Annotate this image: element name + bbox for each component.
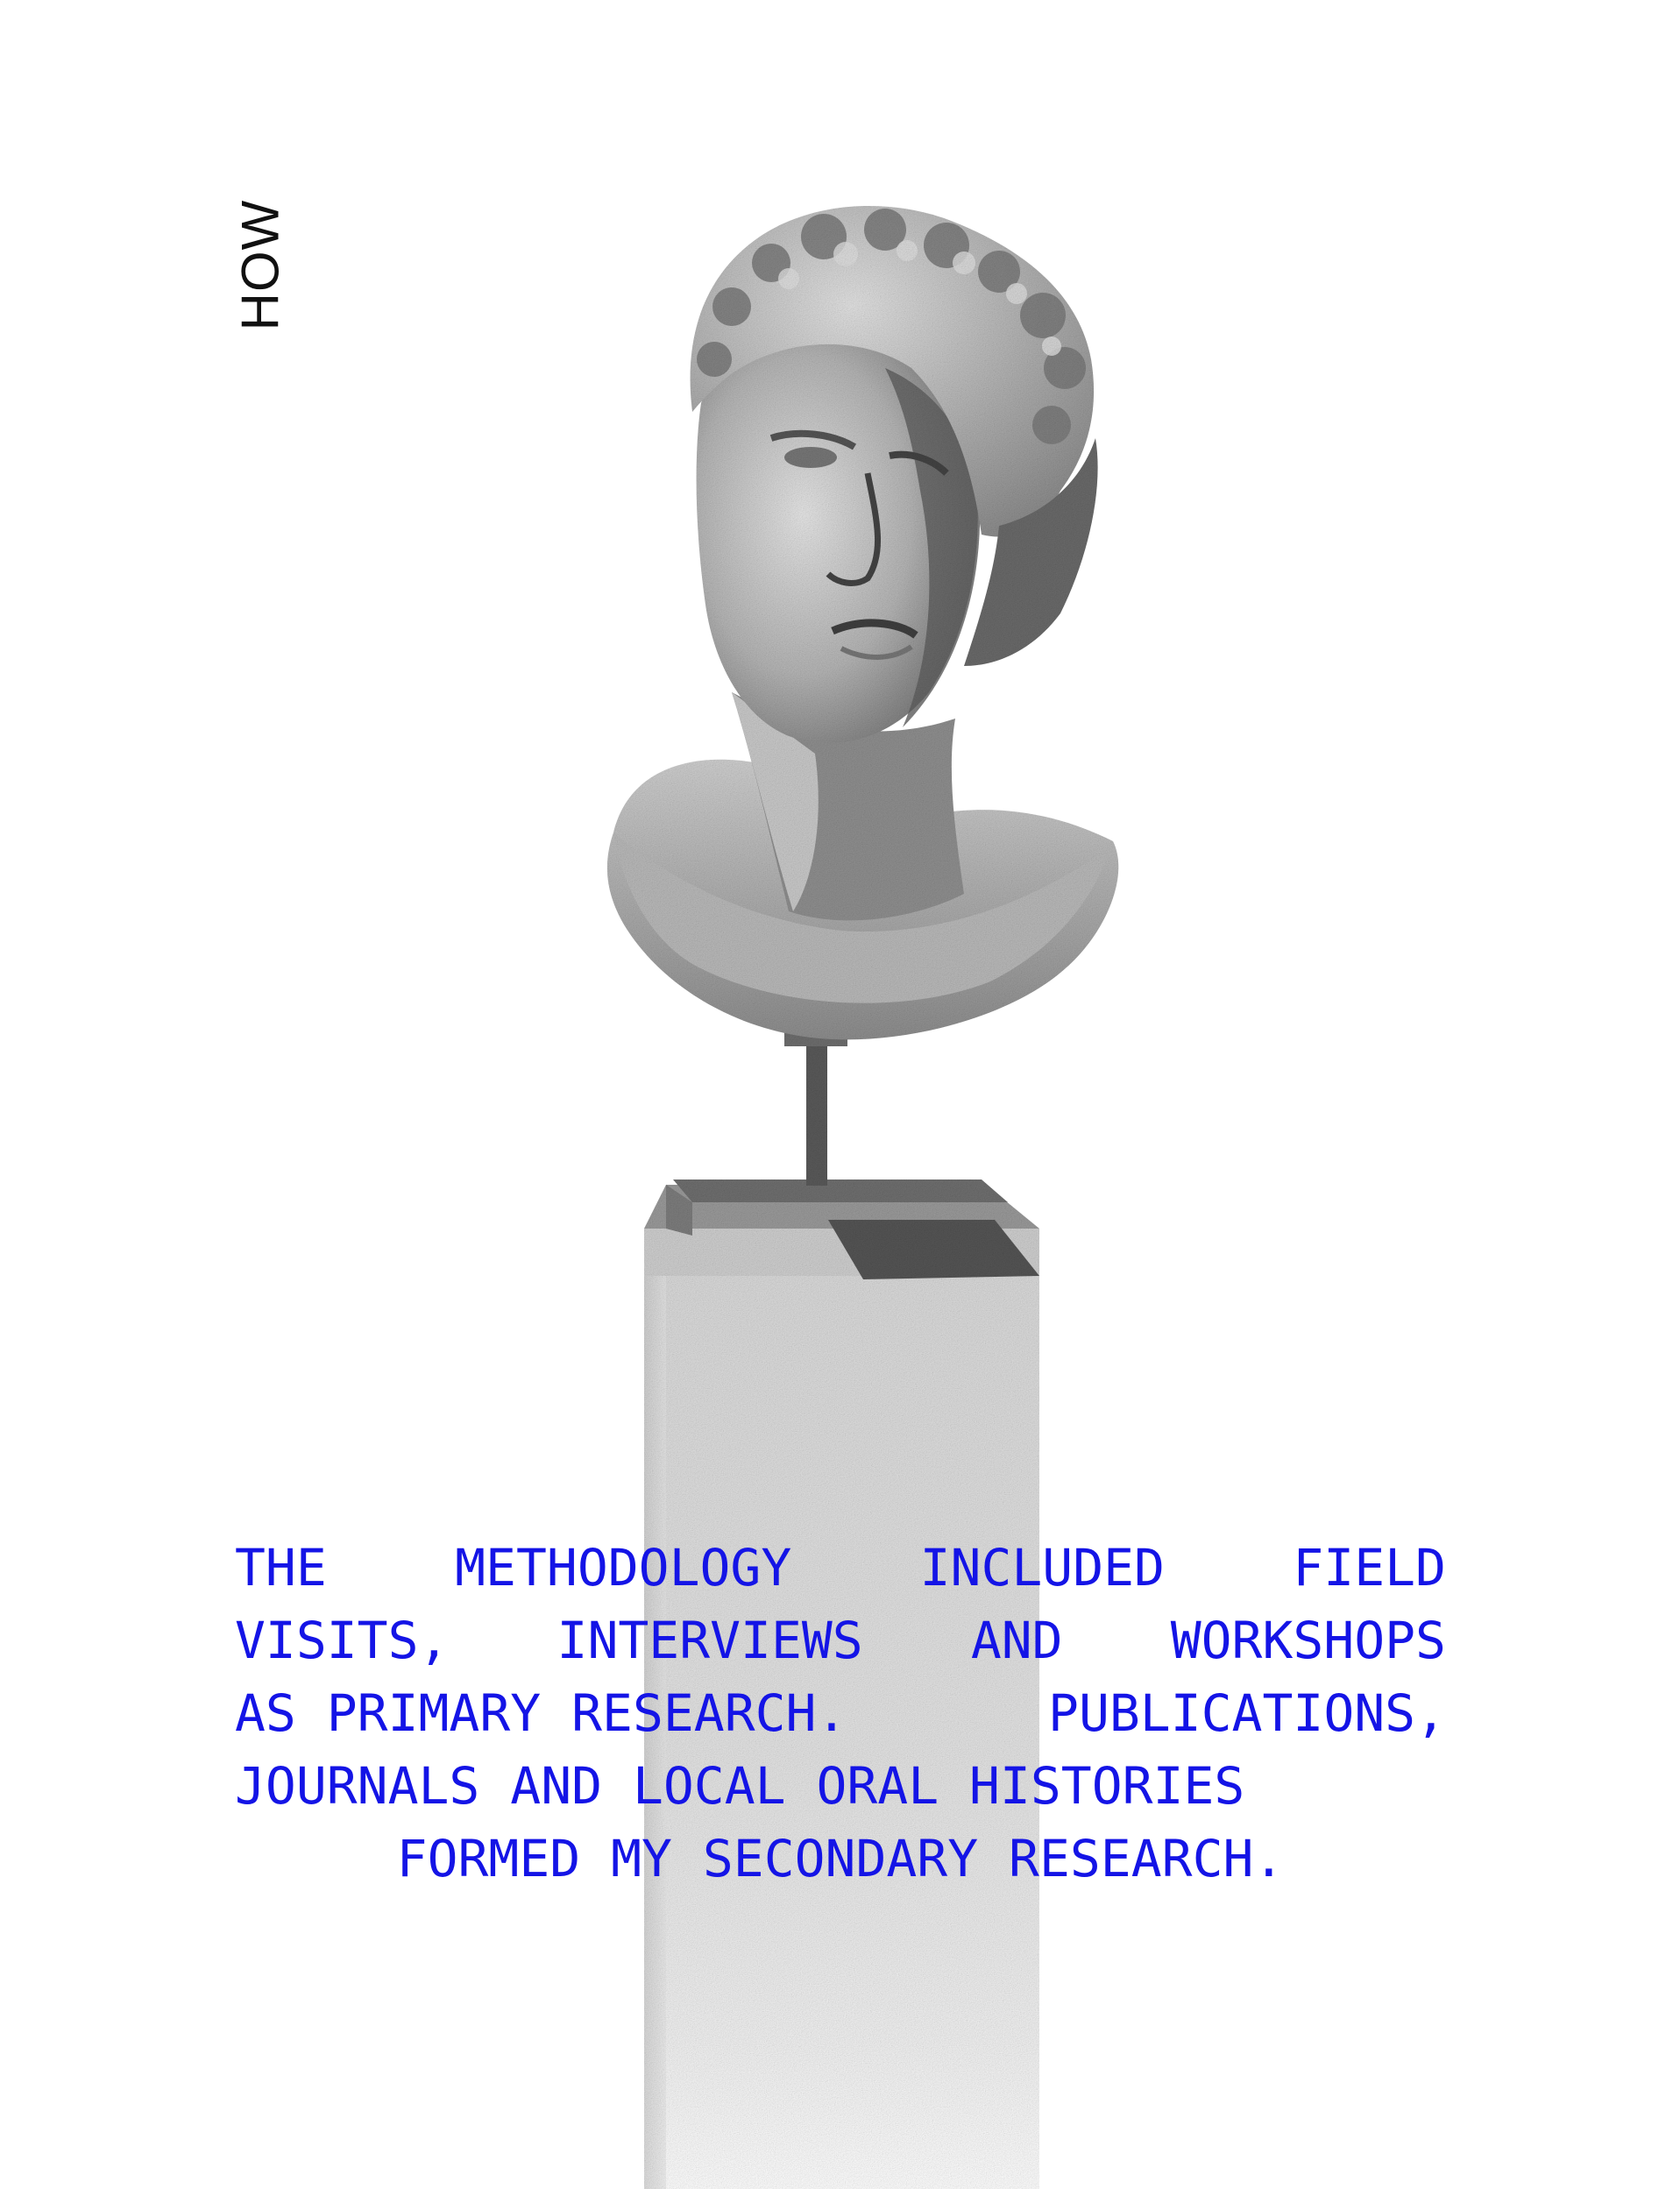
section-label-text: HOW bbox=[230, 199, 290, 330]
statement-line: FORMED MY SECONDARY RESEARCH. bbox=[396, 1829, 1285, 1888]
statement-line: JOURNALS AND LOCAL ORAL HISTORIES bbox=[235, 1756, 1245, 1816]
methodology-statement bbox=[235, 1532, 1446, 1895]
statement-line: THE METHODOLOGY INCLUDED FIELD bbox=[235, 1538, 1446, 1597]
statement-line: VISITS, INTERVIEWS AND WORKSHOPS bbox=[235, 1611, 1446, 1670]
statement-line: AS PRIMARY RESEARCH. PUBLICATIONS, bbox=[235, 1683, 1446, 1743]
